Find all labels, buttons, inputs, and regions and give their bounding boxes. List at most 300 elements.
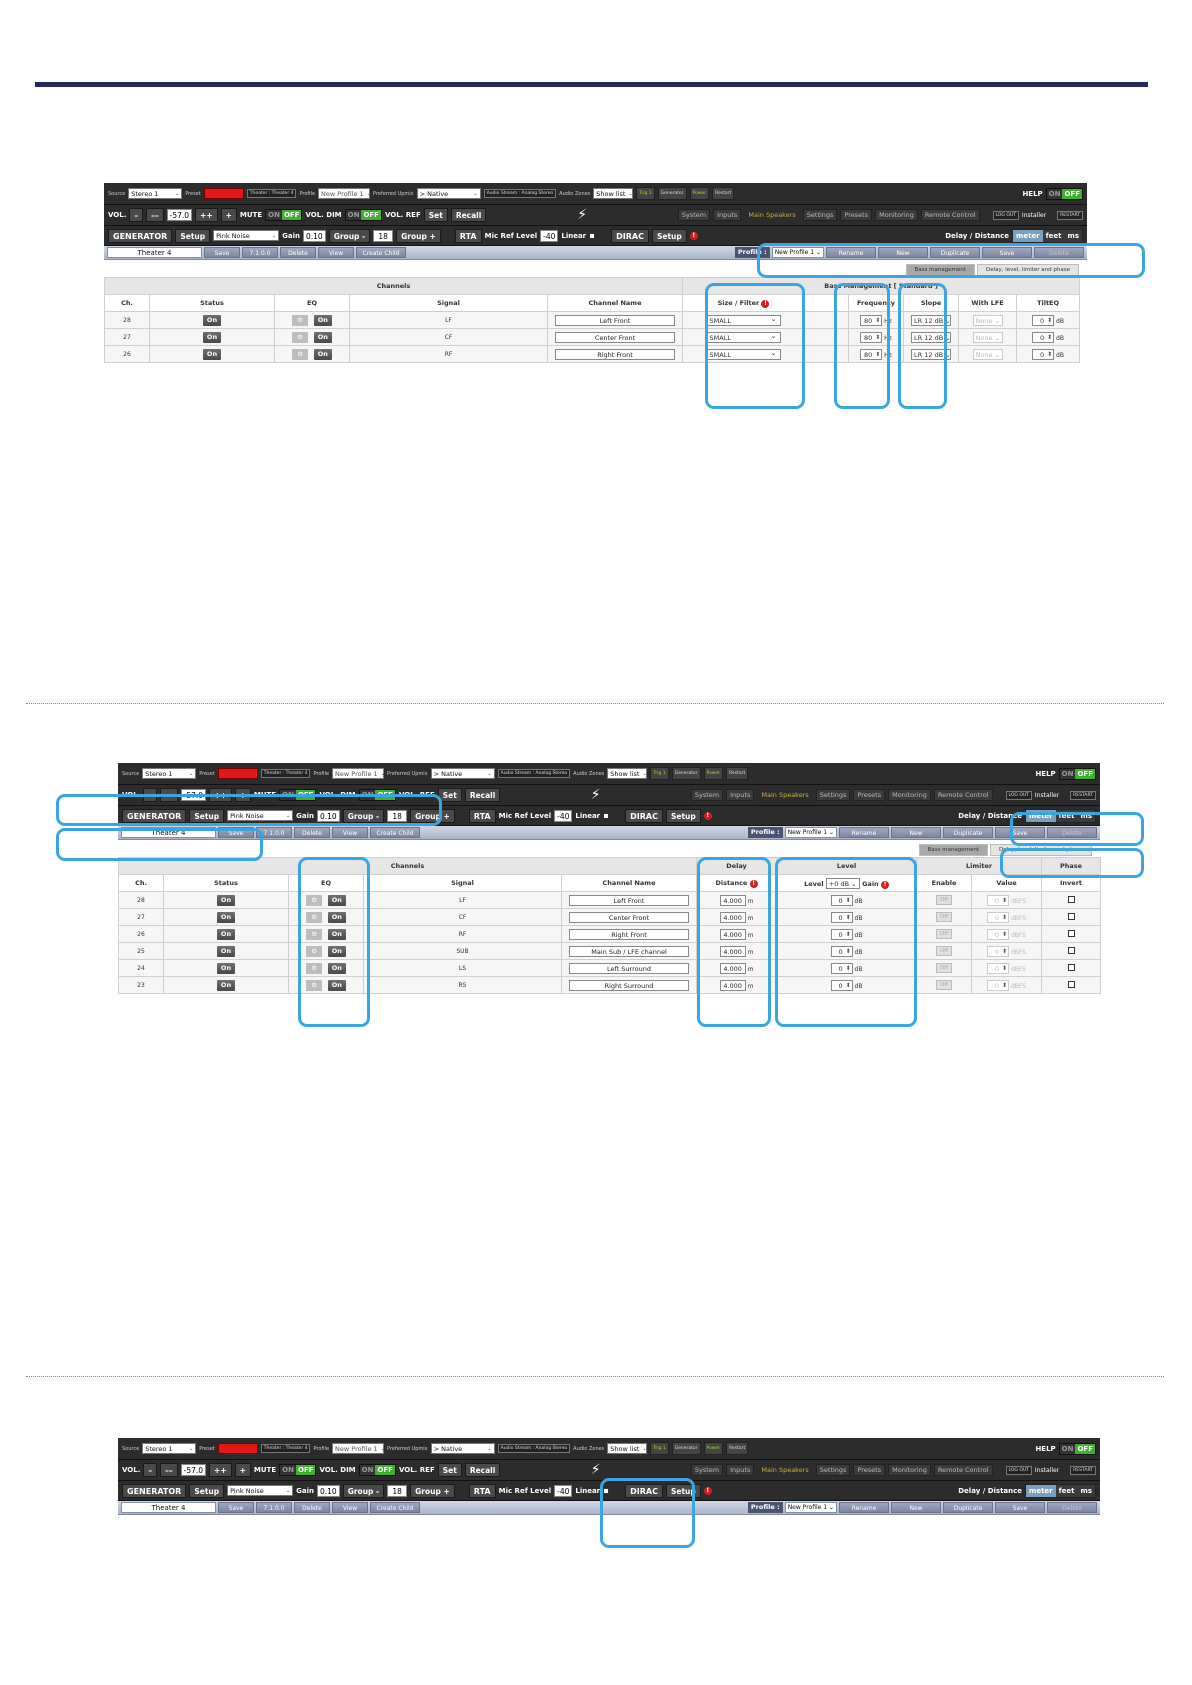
distance-input[interactable]: 4.000 (720, 895, 746, 906)
nav-presets[interactable]: Presets (853, 1464, 885, 1476)
profile-select[interactable]: New Profile 1 ⌄ (318, 188, 370, 199)
distance-input[interactable]: 4.000 (720, 929, 746, 940)
generator-chip[interactable]: Generator (672, 767, 701, 780)
distance-input[interactable]: 4.000 (720, 912, 746, 923)
source-select[interactable]: Stereo 1 ⌄ (128, 188, 182, 199)
group-plus-button[interactable]: Group + (410, 809, 455, 823)
tab-bass-management[interactable]: Bass management (906, 264, 975, 276)
nav-main-speakers[interactable]: Main Speakers (757, 789, 812, 801)
restart-chip[interactable]: Restart (726, 1442, 748, 1455)
eq-toggle-button[interactable]: On (328, 912, 346, 923)
noise-select[interactable]: Pink Noise ⌄ (213, 230, 279, 241)
preset-label: Preset (199, 770, 215, 777)
profile-select[interactable]: New Profile 1 ⌄ (772, 247, 824, 258)
new-profile-button[interactable]: New (878, 247, 928, 258)
mic-ref-label: Mic Ref Level (498, 1486, 552, 1495)
nav-main-speakers[interactable]: Main Speakers (757, 1464, 812, 1476)
col-signal: Signal (350, 295, 548, 312)
duplicate-button[interactable]: Duplicate (930, 247, 980, 258)
vol-up-button[interactable]: + (221, 208, 237, 222)
eq-toggle-button[interactable]: On (328, 895, 346, 906)
distance-input[interactable]: 4.000 (720, 980, 746, 991)
vol-up-fast-button[interactable]: ++ (209, 1463, 232, 1477)
limiter-enable-button[interactable]: Off (936, 895, 952, 905)
rename-button[interactable]: Rename (826, 247, 876, 258)
unit-ms[interactable]: ms (1078, 810, 1095, 822)
preset-indicator[interactable] (204, 188, 244, 199)
source-label: Source (108, 190, 126, 197)
dirac-button[interactable]: DIRAC (625, 1484, 663, 1498)
profile-label: Profile (299, 190, 316, 197)
generator-button[interactable]: GENERATOR (108, 229, 172, 243)
gain-value[interactable]: 0.10 (317, 810, 340, 822)
audio-zones-select[interactable]: Show list ⌄ (607, 768, 647, 779)
help-toggle[interactable]: ON OFF (1059, 768, 1096, 780)
eq-settings-button[interactable] (292, 332, 308, 343)
status-button[interactable]: On (203, 315, 221, 326)
invert-checkbox[interactable] (1068, 913, 1075, 920)
dbfs-unit: dBFS (1010, 897, 1027, 905)
status-button[interactable]: On (217, 895, 235, 906)
theater-delete-button[interactable]: Delete (294, 827, 330, 838)
vol-down-button[interactable]: – (129, 208, 143, 222)
theater-name-field[interactable]: Theater 4 (121, 827, 216, 838)
lfe-select[interactable]: None ⌄ (973, 349, 1003, 360)
invert-checkbox[interactable] (1068, 896, 1075, 903)
delay-distance-label: Delay / Distance (958, 1486, 1023, 1495)
m-unit: m (747, 897, 754, 905)
distance-input[interactable]: 4.000 (720, 946, 746, 957)
tab-delay-level[interactable]: Delay, level, limiter and phase (977, 264, 1079, 276)
profile-save-button[interactable]: Save (982, 247, 1032, 258)
generator-button[interactable]: GENERATOR (122, 1484, 186, 1498)
power-chip[interactable]: Power (704, 767, 724, 780)
vol-dim-toggle[interactable]: ON OFF (359, 789, 396, 801)
new-profile-button[interactable]: New (891, 827, 941, 838)
vol-up-button[interactable]: + (235, 1463, 251, 1477)
dirac-setup-button[interactable]: Setup (666, 809, 701, 823)
eq-toggle-button[interactable]: On (328, 929, 346, 940)
limiter-enable-button[interactable]: Off (936, 963, 952, 973)
info-icon: ! (881, 881, 889, 889)
gain-label: Gain (296, 811, 314, 820)
channels-group-header: Channels (105, 278, 683, 295)
generator-button[interactable]: GENERATOR (122, 809, 186, 823)
theater-save-button[interactable]: Save (218, 827, 254, 838)
group-minus-button[interactable]: Group - (343, 809, 384, 823)
m-unit: m (747, 948, 754, 956)
eq-toggle-button[interactable]: On (328, 963, 346, 974)
nav-remote-control[interactable]: Remote Control (934, 1464, 993, 1476)
invert-checkbox[interactable] (1068, 930, 1075, 937)
gain-input[interactable]: 0 ⬍ (831, 963, 853, 974)
help-toggle[interactable]: ON OFF (1046, 188, 1083, 200)
chevron-down-icon: ⌄ (188, 770, 194, 777)
nav-remote-control[interactable]: Remote Control (921, 209, 980, 221)
highlight-box (775, 857, 917, 1027)
help-toggle[interactable]: ON OFF (1059, 1443, 1096, 1455)
status-button[interactable]: On (217, 929, 235, 940)
slope-select[interactable]: LR 12 dB ⌄ (911, 349, 951, 360)
nav-main-speakers[interactable]: Main Speakers (744, 209, 799, 221)
theater-view-button[interactable]: View (318, 247, 354, 258)
limiter-enable-button[interactable]: Off (936, 929, 952, 939)
eq-settings-button[interactable] (292, 315, 308, 326)
trig-chip[interactable]: Trig 1 (650, 1442, 668, 1455)
rename-button[interactable]: Rename (839, 1502, 889, 1513)
generator-chip[interactable]: Generator (658, 187, 687, 200)
nav-settings[interactable]: Settings (803, 209, 838, 221)
tilteq-input[interactable]: 0 ⬍ (1032, 315, 1054, 326)
invert-checkbox[interactable] (1068, 981, 1075, 988)
limiter-value-input[interactable]: 0 ⬍ (987, 980, 1009, 991)
rta-button[interactable]: RTA (469, 1484, 496, 1498)
col-slope: Slope (904, 295, 959, 312)
limiter-value-input[interactable]: 0 ⬍ (987, 963, 1009, 974)
group-value[interactable]: 18 (387, 810, 407, 822)
set-button[interactable]: Set (438, 788, 462, 802)
dirac-button[interactable]: DIRAC (611, 229, 649, 243)
restart-button[interactable]: RESTART (1070, 1466, 1096, 1475)
status-button[interactable]: On (203, 349, 221, 360)
duplicate-button[interactable]: Duplicate (943, 827, 993, 838)
invert-checkbox[interactable] (1068, 947, 1075, 954)
logout-button[interactable]: LOG OUT (1006, 1466, 1032, 1475)
limiter-value-input[interactable]: 0 ⬍ (987, 912, 1009, 923)
ch-cell: 27 (105, 329, 150, 346)
create-child-button[interactable]: Create Child (370, 1502, 420, 1513)
duplicate-button[interactable]: Duplicate (943, 1502, 993, 1513)
vol-dim-toggle[interactable]: ON OFF (345, 209, 382, 221)
slope-select[interactable]: LR 12 dB ⌄ (911, 315, 951, 326)
profile-select[interactable]: New Profile 1 ⌄ (332, 768, 384, 779)
dirac-button[interactable]: DIRAC (625, 809, 663, 823)
create-child-button[interactable]: Create Child (370, 827, 420, 838)
profile-delete-button[interactable]: Delete (1047, 827, 1097, 838)
eq-toggle-button[interactable]: On (314, 315, 332, 326)
chevron-down-icon: ⌄ (380, 770, 385, 777)
vol-down-button[interactable]: – (143, 1463, 157, 1477)
noise-select[interactable]: Pink Noise ⌄ (227, 1485, 293, 1496)
generator-setup-button[interactable]: Setup (175, 229, 210, 243)
ch-cell: 23 (119, 977, 164, 994)
frequency-input[interactable]: 80 ⬍ (860, 349, 882, 360)
size-filter-select[interactable]: SMALL ⌄ (707, 349, 781, 360)
rta-button[interactable]: RTA (469, 809, 496, 823)
theater-view-button[interactable]: View (332, 827, 368, 838)
col-signal: Signal (364, 875, 562, 892)
nav-settings[interactable]: Settings (816, 789, 851, 801)
nav-inputs[interactable]: Inputs (713, 209, 741, 221)
trig-chip[interactable]: Trig 1 (650, 767, 668, 780)
unit-meter[interactable]: meter (1013, 230, 1043, 242)
gain-value[interactable]: 0.10 (303, 230, 326, 242)
chevron-down-icon: ⌄ (642, 1445, 647, 1452)
vol-down-fast-button[interactable]: –– (160, 788, 178, 802)
help-label: HELP (1035, 1444, 1056, 1453)
status-button[interactable]: On (203, 332, 221, 343)
mic-ref-value[interactable]: -40 (540, 230, 558, 242)
theater-delete-button[interactable]: Delete (294, 1502, 330, 1513)
profile-delete-button[interactable]: Delete (1047, 1502, 1097, 1513)
mic-ref-value[interactable]: -40 (554, 1485, 572, 1497)
unit-ms[interactable]: ms (1078, 1485, 1095, 1497)
source-label: Source (122, 1445, 140, 1452)
theater-name-field[interactable]: Theater 4 (121, 1502, 216, 1513)
source-select[interactable]: Stereo 1 ⌄ (142, 768, 196, 779)
theater-chip: Theater : Theater 4 (261, 1444, 311, 1453)
restart-chip[interactable]: Restart (712, 187, 734, 200)
db-unit: dB (1056, 334, 1064, 342)
group-value[interactable]: 18 (373, 230, 393, 242)
limiter-value-input[interactable]: 0 ⬍ (987, 895, 1009, 906)
nav-presets[interactable]: Presets (853, 789, 885, 801)
hz-unit: Hz (884, 317, 892, 325)
nav-system[interactable]: System (691, 789, 723, 801)
channel-name-input[interactable]: Left Surround (569, 963, 689, 974)
profile-delete-button[interactable]: Delete (1034, 247, 1084, 258)
unit-meter[interactable]: meter (1026, 1485, 1056, 1497)
unit-feet[interactable]: feet (1056, 810, 1078, 822)
warning-icon: ! (690, 232, 698, 240)
signal-cell: RS (364, 977, 562, 994)
profile-select[interactable]: New Profile 1 ⌄ (332, 1443, 384, 1454)
group-plus-button[interactable]: Group + (396, 229, 441, 243)
audio-stream-chip: Audio Stream : Analog Stereo (498, 769, 571, 778)
mic-ref-value[interactable]: -40 (554, 810, 572, 822)
set-button[interactable]: Set (438, 1463, 462, 1477)
nav-system[interactable]: System (691, 1464, 723, 1476)
mute-label: MUTE (253, 1466, 277, 1474)
user-label: Installer (1034, 1466, 1060, 1474)
new-profile-button[interactable]: New (891, 1502, 941, 1513)
size-filter-select[interactable]: SMALL ⌄ (707, 315, 781, 326)
preset-indicator[interactable] (218, 1443, 258, 1454)
nav-system[interactable]: System (678, 209, 710, 221)
power-chip[interactable]: Power (704, 1442, 724, 1455)
gear-icon: ⚙ (311, 980, 318, 989)
gain-input[interactable]: 0 ⬍ (831, 946, 853, 957)
group-minus-button[interactable]: Group - (329, 229, 370, 243)
source-select[interactable]: Stereo 1 ⌄ (142, 1443, 196, 1454)
size-filter-select[interactable]: SMALL ⌄ (707, 332, 781, 343)
tilteq-input[interactable]: 0 ⬍ (1032, 332, 1054, 343)
channel-name-input[interactable]: Right Front (555, 349, 675, 360)
channel-name-input[interactable]: Left Front (555, 315, 675, 326)
phase-group-header: Phase (1042, 858, 1101, 875)
audio-zones-select[interactable]: Show list ⌄ (593, 188, 633, 199)
audio-zones-label: Audio Zones (559, 190, 591, 197)
recall-button[interactable]: Recall (451, 208, 487, 222)
vol-dim-toggle[interactable]: ON OFF (359, 1464, 396, 1476)
set-button[interactable]: Set (424, 208, 448, 222)
gain-input[interactable]: 0 ⬍ (831, 895, 853, 906)
unit-feet[interactable]: feet (1056, 1485, 1078, 1497)
theater-save-button[interactable]: Save (218, 1502, 254, 1513)
unit-switch[interactable] (1025, 1484, 1096, 1498)
vol-up-fast-button[interactable]: ++ (195, 208, 218, 222)
channel-name-input[interactable]: Right Surround (569, 980, 689, 991)
highlight-box (1000, 848, 1144, 878)
profile-save-button[interactable]: Save (995, 1502, 1045, 1513)
channel-name-input[interactable]: Main Sub / LFE channel (569, 946, 689, 957)
profile-select[interactable]: New Profile 1 ⌄ (785, 1502, 837, 1513)
preferred-upmix-label: Preferred Upmix (373, 190, 414, 197)
theater-save-button[interactable]: Save (204, 247, 240, 258)
linear-checkbox[interactable] (589, 233, 595, 239)
profile-label: Profile (313, 1445, 330, 1452)
gear-icon: ⚙ (297, 332, 304, 341)
col-channel-name: Channel Name (548, 295, 683, 312)
upmix-select[interactable]: > Native ⌄ (431, 1443, 495, 1454)
gain-input[interactable]: 0 ⬍ (831, 980, 853, 991)
profile-label: Profile (313, 770, 330, 777)
lfe-select[interactable]: None ⌄ (973, 332, 1003, 343)
eq-toggle-button[interactable]: On (328, 980, 346, 991)
limiter-enable-button[interactable]: Off (936, 946, 952, 956)
theater-chip: Theater : Theater 4 (261, 769, 311, 778)
upmix-select[interactable]: > Native ⌄ (431, 768, 495, 779)
eq-toggle-button[interactable]: On (314, 332, 332, 343)
vol-down-fast-button[interactable]: –– (160, 1463, 178, 1477)
distance-input[interactable]: 4.000 (720, 963, 746, 974)
theater-name-field[interactable]: Theater 4 (107, 247, 202, 258)
channel-name-input[interactable]: Left Front (569, 895, 689, 906)
highlight-box (56, 794, 442, 826)
mute-toggle[interactable]: ON OFF (265, 209, 302, 221)
limiter-enable-button[interactable]: Off (936, 980, 952, 990)
profile-label: Profile : (748, 1502, 783, 1513)
vol-up-fast-button[interactable]: ++ (209, 788, 232, 802)
generator-setup-button[interactable]: Setup (189, 1484, 224, 1498)
table-row (119, 892, 1101, 909)
rename-button[interactable]: Rename (839, 827, 889, 838)
restart-chip[interactable]: Restart (726, 767, 748, 780)
restart-button[interactable]: RESTART (1070, 791, 1096, 800)
recall-button[interactable]: Recall (465, 788, 501, 802)
vol-up-button[interactable]: + (235, 788, 251, 802)
nav-monitoring[interactable]: Monitoring (875, 209, 918, 221)
eq-settings-button[interactable] (292, 349, 308, 360)
highlight-box (1010, 812, 1144, 846)
layout-badge: 7.1.0.0 (256, 827, 292, 838)
logout-button[interactable]: LOG OUT (993, 211, 1019, 220)
eq-toggle-button[interactable]: On (328, 946, 346, 957)
restart-button[interactable]: RESTART (1057, 211, 1083, 220)
nav-presets[interactable]: Presets (840, 209, 872, 221)
linear-checkbox[interactable] (603, 813, 609, 819)
channel-name-input[interactable]: Center Front (569, 912, 689, 923)
mute-toggle[interactable]: ON OFF (279, 789, 316, 801)
group-plus-button[interactable]: Group + (410, 1484, 455, 1498)
tab-delay-level[interactable]: Delay, level, limiter and phase (990, 844, 1092, 856)
dirac-setup-button[interactable]: Setup (652, 229, 687, 243)
preferred-upmix-label: Preferred Upmix (387, 770, 428, 777)
linear-label: Linear (575, 1486, 601, 1495)
mute-toggle[interactable]: ON OFF (279, 1464, 316, 1476)
level-select[interactable]: +0 dB ⌄ (826, 878, 860, 889)
signal-cell: CF (350, 329, 548, 346)
slope-select[interactable]: LR 12 dB ⌄ (911, 332, 951, 343)
status-button[interactable]: On (217, 946, 235, 957)
create-child-button[interactable]: Create Child (356, 247, 406, 258)
frequency-input[interactable]: 80 ⬍ (860, 332, 882, 343)
vol-down-button[interactable]: – (143, 788, 157, 802)
gain-input[interactable]: 0 ⬍ (831, 912, 853, 923)
gear-icon: ⚙ (297, 349, 304, 358)
status-button[interactable]: On (217, 980, 235, 991)
group-minus-button[interactable]: Group - (343, 1484, 384, 1498)
power-chip[interactable]: Power (690, 187, 710, 200)
tilteq-input[interactable]: 0 ⬍ (1032, 349, 1054, 360)
limiter-value-input[interactable]: 0 ⬍ (987, 946, 1009, 957)
signal-cell: RF (350, 346, 548, 363)
rta-button[interactable]: RTA (455, 229, 482, 243)
channel-name-input[interactable]: Right Front (569, 929, 689, 940)
mute-label: MUTE (253, 791, 277, 799)
frequency-input[interactable]: 80 ⬍ (860, 315, 882, 326)
dirac-setup-button[interactable]: Setup (666, 1484, 701, 1498)
nav-remote-control[interactable]: Remote Control (934, 789, 993, 801)
vol-down-fast-button[interactable]: –– (146, 208, 164, 222)
nav-settings[interactable]: Settings (816, 1464, 851, 1476)
theater-view-button[interactable]: View (332, 1502, 368, 1513)
channel-name-input[interactable]: Center Front (555, 332, 675, 343)
lfe-select[interactable]: None ⌄ (973, 315, 1003, 326)
unit-switch[interactable] (1012, 229, 1083, 243)
chevron-down-icon: ⌄ (285, 1487, 291, 1494)
unit-meter[interactable]: meter (1026, 810, 1056, 822)
nav-monitoring[interactable]: Monitoring (888, 1464, 931, 1476)
limiter-enable-button[interactable]: Off (936, 912, 952, 922)
nav-inputs[interactable]: Inputs (726, 1464, 754, 1476)
ch-cell: 27 (119, 909, 164, 926)
info-icon: ! (750, 880, 758, 888)
theater-delete-button[interactable]: Delete (280, 247, 316, 258)
logout-button[interactable]: LOG OUT (1006, 791, 1032, 800)
gain-input[interactable]: 0 ⬍ (831, 929, 853, 940)
invert-checkbox[interactable] (1068, 964, 1075, 971)
eq-toggle-button[interactable]: On (314, 349, 332, 360)
vol-dim-label: VOL. DIM (305, 211, 342, 219)
trig-chip[interactable]: Trig 1 (636, 187, 654, 200)
audio-zones-select[interactable]: Show list ⌄ (607, 1443, 647, 1454)
tab-bass-management[interactable]: Bass management (919, 844, 988, 856)
unit-feet[interactable]: feet (1043, 230, 1065, 242)
gear-icon: ⚙ (311, 912, 318, 921)
group-value[interactable]: 18 (387, 1485, 407, 1497)
nav-inputs[interactable]: Inputs (726, 789, 754, 801)
col-level-gain: Level +0 dB ⌄ Gain ! (777, 875, 917, 892)
unit-ms[interactable]: ms (1065, 230, 1082, 242)
bass-group-header: Bass Management [ Standard ] (683, 278, 1080, 295)
status-button[interactable]: On (217, 912, 235, 923)
lightning-icon: ⚡ (577, 207, 588, 223)
status-button[interactable]: On (217, 963, 235, 974)
noise-select[interactable]: Pink Noise ⌄ (227, 810, 293, 821)
nav-monitoring[interactable]: Monitoring (888, 789, 931, 801)
generator-setup-button[interactable]: Setup (189, 809, 224, 823)
gain-value[interactable]: 0.10 (317, 1485, 340, 1497)
recall-button[interactable]: Recall (465, 1463, 501, 1477)
limiter-value-input[interactable]: 0 ⬍ (987, 929, 1009, 940)
preset-indicator[interactable] (218, 768, 258, 779)
upmix-select[interactable]: > Native ⌄ (417, 188, 481, 199)
generator-chip[interactable]: Generator (672, 1442, 701, 1455)
col-tilteq: TiltEQ (1017, 295, 1080, 312)
profile-select[interactable]: New Profile 1 ⌄ (785, 827, 837, 838)
profile-save-button[interactable]: Save (995, 827, 1045, 838)
